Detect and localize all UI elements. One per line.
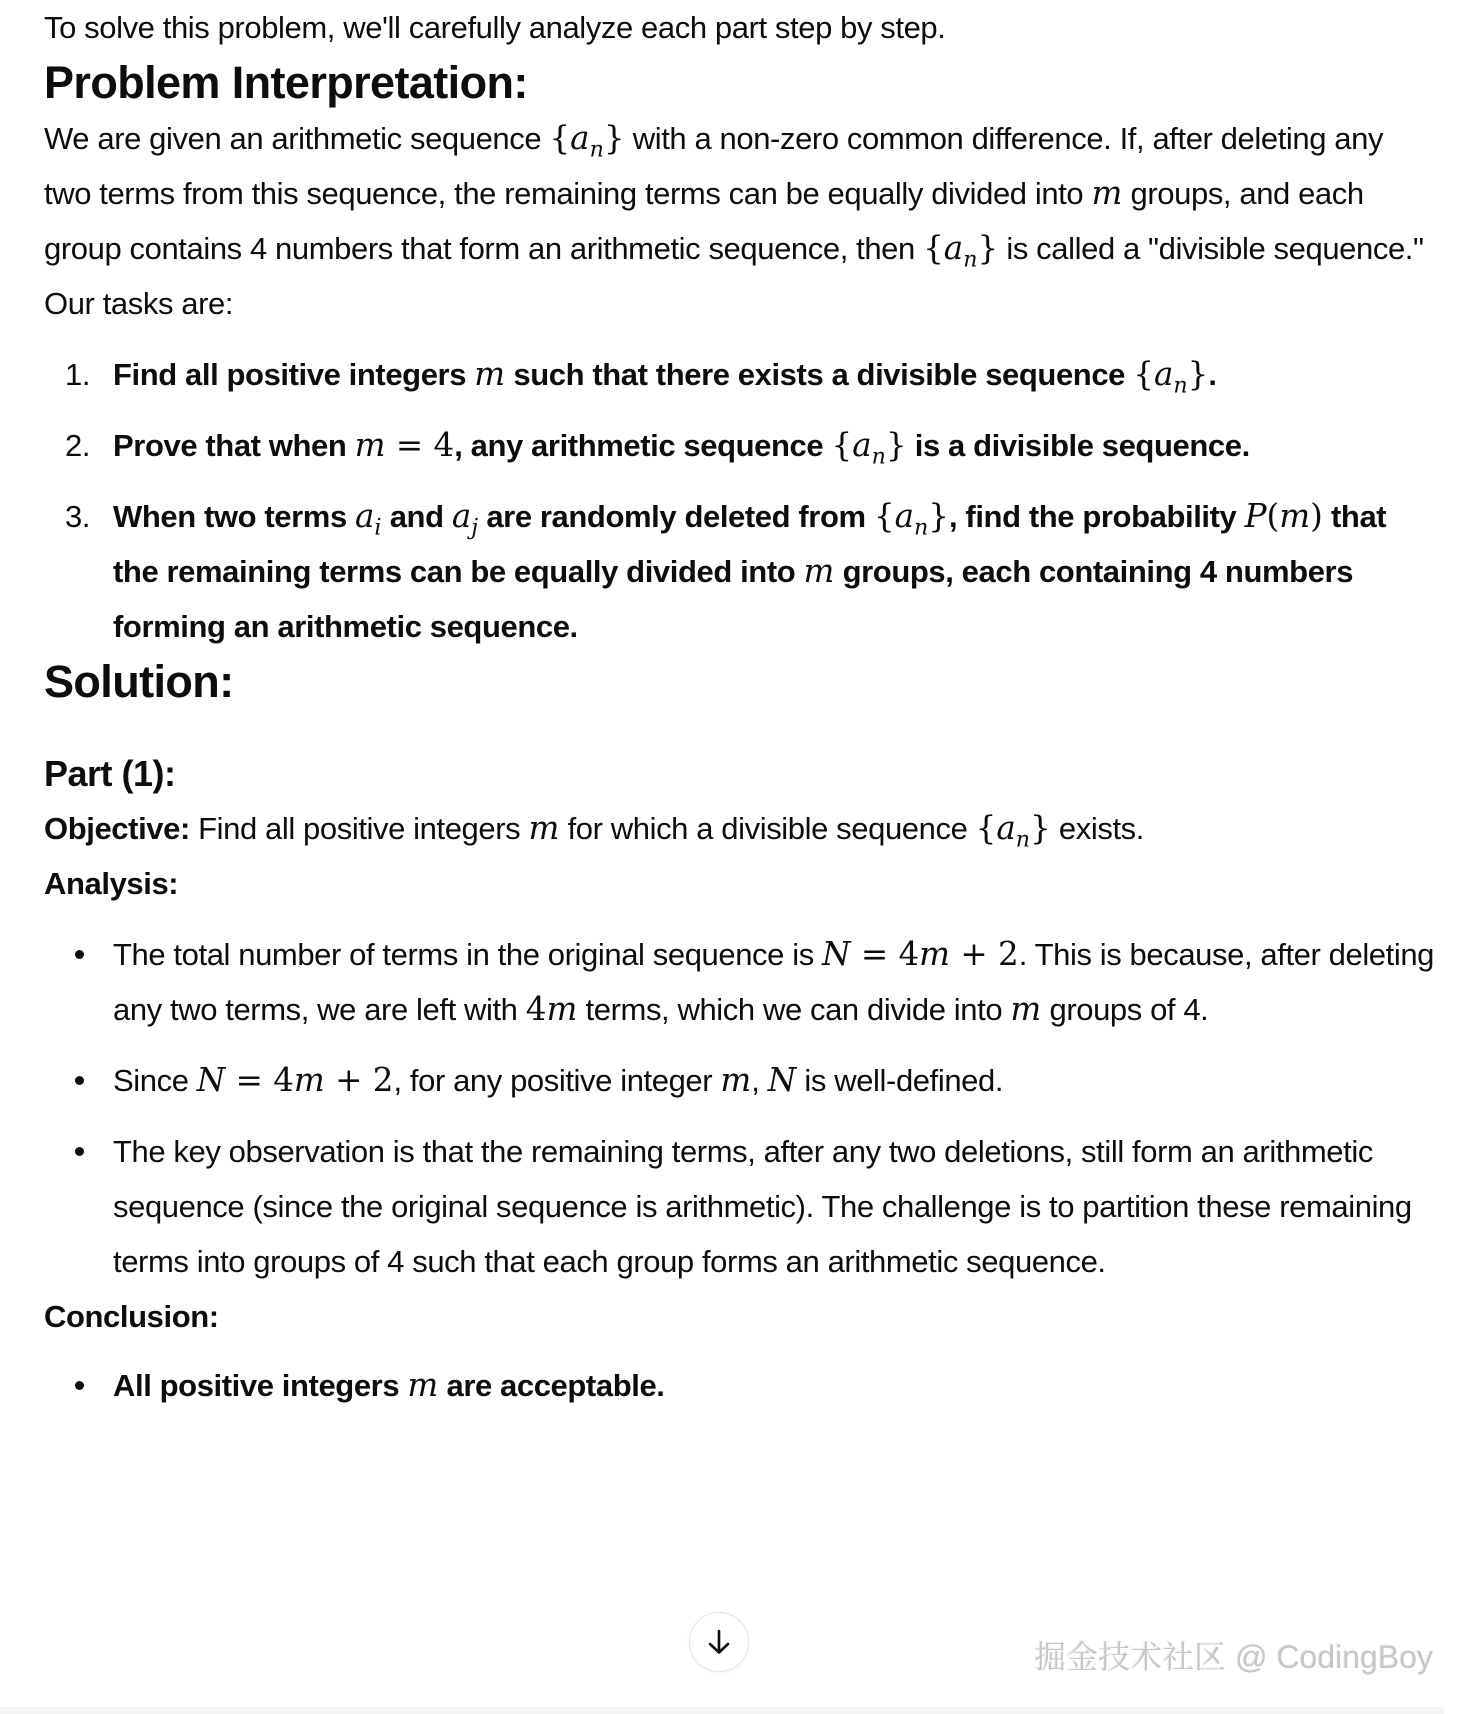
list-number: 2. [65,428,91,463]
inline-math: m [1091,174,1123,212]
task-text: Find all positive integers m such that there exists a divisible sequence $\{a_n\}$. [113,355,1217,399]
inline-math: $\{a_n\}$ [975,809,1051,853]
analysis-text: Since N = 4m + 2, for any positive integer m, N is well-defined. [113,1061,1004,1099]
intro-paragraph: To solve this problem, we'll carefully analyze each part step by step. [44,10,946,45]
task-list [44,347,1438,654]
inline-math: N = 4m + 2 [196,1061,394,1099]
inline-math: m = 4 [354,426,455,464]
inline-math: $\{a_n\}$ [831,426,907,470]
conclusion-list [44,1358,1438,1413]
task-text: When two terms $a_i$ and $a_j$ are randomly deleted from $\{a_n\}$, find the probability P(m) that the remaining terms can be equally divided into m groups, each containing 4 numbers forming an arithmetic sequence. [113,497,1387,644]
inline-math: $a_i$ [355,497,382,541]
inline-math: m [803,552,835,590]
inline-math: $\{a_n\}$ [873,497,949,541]
task-text: Prove that when m = 4, any arithmetic sequence $\{a_n\}$ is a divisible sequence. [113,426,1250,470]
conclusion-item [44,1358,1438,1413]
inline-math: N [767,1061,797,1099]
analysis-text: The key observation is that the remaining terms, after any two deletions, still form an arithmetic sequence (since the original sequence is arithmetic). The challenge is to partition these remaining terms into groups of 4 such that each group forms an arithmetic sequence. [113,1134,1412,1279]
inline-math: 4m [525,990,578,1028]
tasks-intro: Our tasks are: [44,286,234,321]
watermark: 掘金技术社区 @ CodingBoy [1034,1639,1433,1675]
objective-paragraph: Objective: Find all positive integers m for which a divisible sequence $\{a_n\}$ exists. [44,809,1144,853]
analysis-text: The total number of terms in the original sequence is N = 4m + 2. This is because, after deleting any two terms, we are left with 4m terms, which we can divide into m groups of 4. [113,935,1435,1028]
inline-math: m [528,809,560,847]
conclusion-heading: Conclusion: [44,1299,219,1334]
task-item [44,418,1438,473]
bold-label: Objective: [44,811,190,846]
part-1-heading: Part (1): [44,753,176,794]
inline-math: m [407,1366,439,1404]
task-item [44,347,1438,402]
analysis-list [44,927,1438,1289]
list-number: 1. [65,357,91,392]
task-item [44,489,1438,654]
inline-math: m [1010,990,1042,1028]
scroll-to-bottom-button[interactable] [689,1612,749,1672]
inline-math: P(m) [1244,497,1323,535]
inline-math: $\{a_n\}$ [549,119,625,163]
inline-math: $\{a_n\}$ [923,229,999,273]
bullet-icon [75,1147,84,1156]
inline-math: $a_j$ [451,497,479,541]
inline-math: m [720,1061,752,1099]
analysis-item [44,1053,1438,1108]
inline-math: $\{a_n\}$ [1133,355,1209,399]
analysis-item [44,927,1438,1037]
down-arrow-icon [705,1627,733,1657]
bullet-icon [75,1381,84,1390]
inline-math: N = 4m + 2 [822,935,1019,973]
inline-math: m [474,355,506,393]
conclusion-text: All positive integers m are acceptable. [113,1366,665,1404]
analysis-heading: Analysis: [44,866,179,901]
list-number: 3. [65,499,91,534]
problem-interpretation-heading: Problem Interpretation: [44,57,528,108]
bottom-bar [0,1707,1444,1714]
solution-heading: Solution: [44,656,234,707]
bullet-icon [75,1076,84,1085]
bullet-icon [75,950,84,959]
problem-description: We are given an arithmetic sequence $\{a_n\}$ with a non-zero common difference. If, after deleting any two terms from this sequence, the remaining terms can be equally divided into m groups, and each group contains 4 numbers that form an arithmetic sequence, then $\{a_n\}$ is called a "divisible sequence." [44,119,1424,273]
analysis-item [44,1124,1438,1289]
